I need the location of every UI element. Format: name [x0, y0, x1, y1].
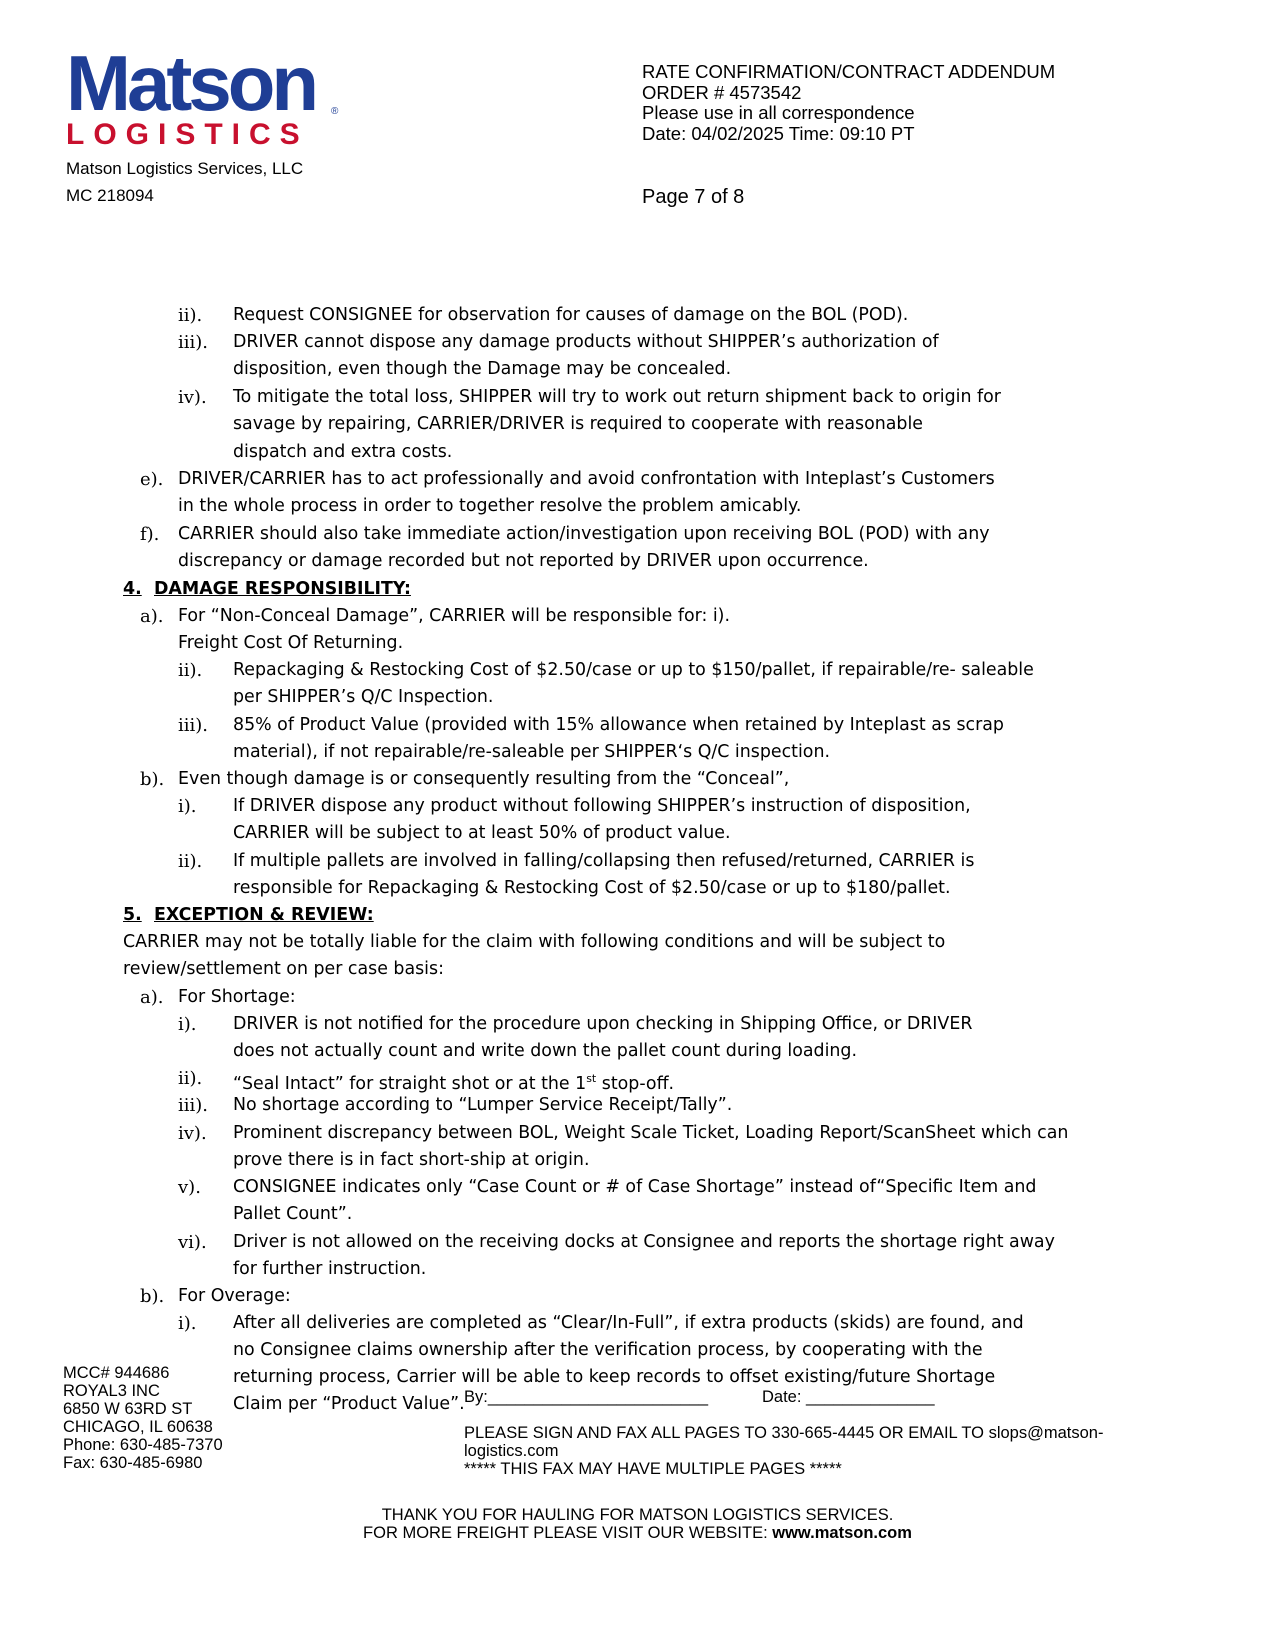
correspondence-note: Please use in all correspondence	[642, 102, 915, 123]
fax-instructions	[464, 1424, 1103, 1478]
text-line: Pallet Count”.	[233, 1204, 353, 1224]
text-line: Request CONSIGNEE for observation for causes of damage on the BOL (POD).	[233, 305, 909, 325]
text-line: For Shortage:	[178, 987, 296, 1007]
text-line: for further instruction.	[233, 1259, 427, 1279]
text-line: review/settlement on per case basis:	[123, 959, 444, 979]
item-label: i).	[178, 1014, 197, 1035]
text-line: CARRIER should also take immediate action/investigation upon receiving BOL (POD) with any	[178, 524, 990, 544]
item-label: iii).	[178, 332, 209, 353]
item-label: iv).	[178, 387, 207, 408]
text-line: To mitigate the total loss, SHIPPER will try to work out return shipment back to origin for	[233, 387, 1001, 407]
page-number: Page 7 of 8	[642, 186, 745, 208]
item-label: iii).	[178, 1095, 209, 1116]
text-line: DRIVER/CARRIER has to act professionally and avoid confrontation with Inteplast’s Customers	[178, 469, 995, 489]
text-line: CARRIER may not be totally liable for the claim with following conditions and will be subject to	[123, 932, 946, 952]
section-number: 5.	[123, 905, 142, 925]
text-line: If DRIVER dispose any product without following SHIPPER’s instruction of disposition,	[233, 796, 971, 816]
logo-subtitle: LOGISTICS	[66, 118, 309, 151]
text-line: disposition, even though the Damage may be concealed.	[233, 359, 732, 379]
carrier-fax: Fax: 630-485-6980	[63, 1454, 203, 1472]
item-label: a).	[140, 987, 164, 1008]
section-heading: DAMAGE RESPONSIBILITY:	[154, 579, 411, 599]
visit-text: FOR MORE FREIGHT PLEASE VISIT OUR WEBSITE:	[363, 1524, 773, 1542]
sign-instruction-email: logistics.com	[464, 1442, 559, 1460]
multiple-pages-note: ***** THIS FAX MAY HAVE MULTIPLE PAGES *****	[464, 1460, 842, 1478]
document-title: RATE CONFIRMATION/CONTRACT ADDENDUM	[642, 61, 1056, 82]
text-line: 85% of Product Value (provided with 15% allowance when retained by Inteplast as scrap	[233, 715, 1004, 735]
section-number: 4.	[123, 579, 142, 599]
document-header	[642, 62, 1055, 144]
text-line: Repackaging & Restocking Cost of $2.50/case or up to $150/pallet, if repairable/re- saleable	[233, 660, 1034, 680]
thanks-line: THANK YOU FOR HAULING FOR MATSON LOGISTICS SERVICES.	[381, 1506, 894, 1524]
text-line: DRIVER cannot dispose any damage products without SHIPPER’s authorization of	[233, 332, 939, 352]
text-line: If multiple pallets are involved in falling/collapsing then refused/returned, CARRIER is	[233, 851, 975, 871]
item-label: ii).	[178, 1068, 203, 1089]
text-line: savage by repairing, CARRIER/DRIVER is required to cooperate with reasonable	[233, 414, 923, 434]
item-label: i).	[178, 796, 197, 817]
company-name: Matson Logistics Services, LLC	[66, 159, 304, 178]
item-label: iii).	[178, 715, 209, 736]
carrier-street: 6850 W 63RD ST	[63, 1400, 193, 1418]
text-line: per SHIPPER’s Q/C Inspection.	[233, 687, 494, 707]
text-line: dispatch and extra costs.	[233, 442, 453, 462]
text-line: No shortage according to “Lumper Service Receipt/Tally”.	[233, 1095, 733, 1115]
superscript: st	[586, 1072, 597, 1085]
sign-instruction: PLEASE SIGN AND FAX ALL PAGES TO 330-665-4445 OR EMAIL TO slops@matson-	[464, 1424, 1104, 1442]
text-fragment: “Seal Intact” for straight shot or at the 1	[233, 1073, 587, 1094]
text-line: Freight Cost Of Returning.	[178, 633, 404, 653]
item-label: e).	[140, 469, 164, 490]
visit-line	[0, 1524, 1275, 1542]
text-line: material), if not repairable/re-saleable per SHIPPER‘s Q/C inspection.	[233, 742, 830, 762]
text-line: in the whole process in order to together resolve the problem amicably.	[178, 496, 802, 516]
document-date: Date: 04/02/2025 Time: 09:10 PT	[642, 122, 915, 144]
website-link[interactable]: www.matson.com	[772, 1524, 912, 1542]
carrier-city: CHICAGO, IL 60638	[63, 1418, 213, 1436]
item-label: ii).	[178, 305, 203, 326]
text-line: responsible for Repackaging & Restocking Cost of $2.50/case or up to $180/pallet.	[233, 878, 951, 898]
order-number: ORDER # 4573542	[642, 81, 802, 103]
mc-number: MC 218094	[66, 186, 154, 205]
carrier-name: ROYAL3 INC	[63, 1382, 160, 1400]
item-label: a).	[140, 606, 164, 627]
text-line: returning process, Carrier will be able to keep records to offset existing/future Shortage	[233, 1367, 996, 1387]
text-line: After all deliveries are completed as “Clear/In-Full”, if extra products (skids) are found, and	[233, 1313, 1024, 1333]
item-label: v).	[178, 1177, 201, 1198]
thank-you-note	[0, 1506, 1275, 1542]
text-line: For Overage:	[178, 1286, 291, 1306]
text-line: does not actually count and write down the pallet count during loading.	[233, 1041, 857, 1061]
mcc-number: MCC# 944686	[63, 1364, 170, 1382]
section-heading: EXCEPTION & REVIEW:	[154, 905, 374, 925]
item-label: ii).	[178, 851, 203, 872]
carrier-info	[63, 1364, 223, 1472]
item-label: vi).	[178, 1232, 207, 1253]
carrier-phone: Phone: 630-485-7370	[63, 1436, 223, 1454]
item-label: iv).	[178, 1123, 207, 1144]
signature-line[interactable]: By:________________________	[464, 1388, 709, 1406]
date-line[interactable]: Date: ______________	[762, 1388, 935, 1406]
text-line: Prominent discrepancy between BOL, Weight Scale Ticket, Loading Report/ScanSheet which can	[233, 1123, 1069, 1143]
logo-wordmark: Matson	[66, 39, 315, 127]
text-line: CARRIER will be subject to at least 50% of product value.	[233, 823, 731, 843]
item-label: b).	[140, 1286, 165, 1307]
text-line: Even though damage is or consequently resulting from the “Conceal”,	[178, 769, 790, 789]
text-line: Claim per “Product Value”.	[233, 1394, 465, 1414]
item-label: f).	[140, 524, 160, 545]
text-line: no Consignee claims ownership after the verification process, by cooperating with the	[233, 1340, 983, 1360]
item-label: b).	[140, 769, 165, 790]
text-line: For “Non-Conceal Damage”, CARRIER will be responsible for: i).	[178, 606, 730, 626]
text-line: CONSIGNEE indicates only “Case Count or # of Case Shortage” instead of“Specific Item and	[233, 1177, 1037, 1197]
item-label: ii).	[178, 660, 203, 681]
text-line: prove there is in fact short-ship at origin.	[233, 1150, 590, 1170]
registered-mark: ®	[331, 106, 339, 117]
text-line: Driver is not allowed on the receiving docks at Consignee and reports the shortage right away	[233, 1232, 1055, 1252]
text-line: DRIVER is not notified for the procedure upon checking in Shipping Office, or DRIVER	[233, 1014, 973, 1034]
text-fragment: stop-off.	[596, 1073, 675, 1094]
item-label: i).	[178, 1313, 197, 1334]
text-line: discrepancy or damage recorded but not reported by DRIVER upon occurrence.	[178, 551, 869, 571]
